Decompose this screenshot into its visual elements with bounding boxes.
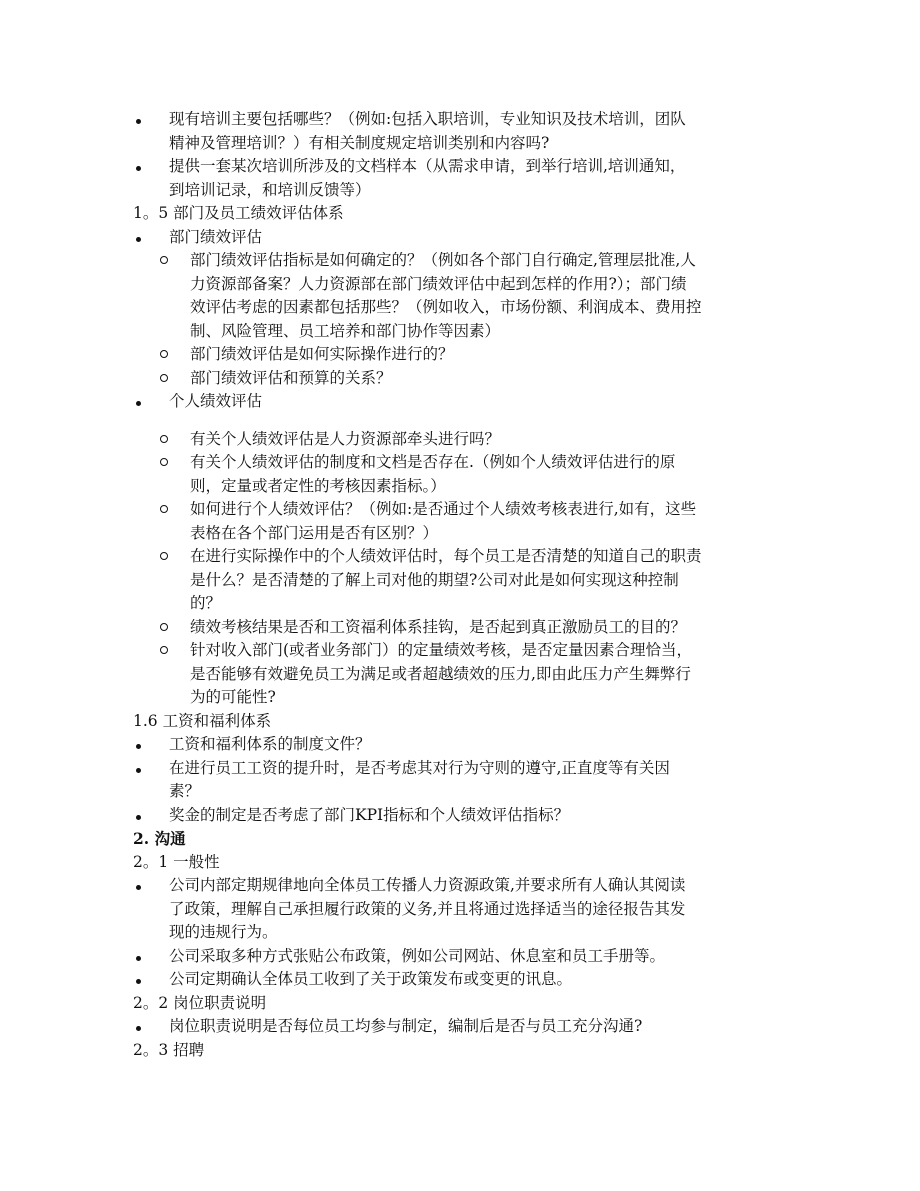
blank-spacer: [0, 414, 920, 428]
sub-list-item: [0, 367, 920, 391]
list-item: [0, 968, 920, 992]
list-item: [0, 226, 920, 250]
list-item-line: 部门绩效评估: [0, 226, 920, 250]
sub-list-item-line: 部门绩效评估是如何实际操作进行的？: [0, 343, 920, 367]
sub-list-item-line: 针对收入部门(或者业务部门）的定量绩效考核，是否定量因素合理恰当，: [0, 639, 920, 663]
list-item: [0, 874, 920, 945]
list-item: [0, 757, 920, 804]
list-item-line: 公司采取多种方式张贴公布政策，例如公司网站、休息室和员工手册等。: [0, 945, 920, 969]
list-item-line: 奖金的制定是否考虑了部门KPI指标和个人绩效评估指标？: [0, 804, 920, 828]
section-heading-line: 2。3 招聘: [133, 1040, 205, 1059]
list-item: [0, 733, 920, 757]
list-item: [0, 945, 920, 969]
list-item-line: 素？: [169, 782, 201, 800]
sub-list-item-line: 在进行实际操作中的个人绩效评估时，每个员工是否清楚的知道自己的职责: [0, 545, 920, 569]
sub-list-item-line: 有关个人绩效评估是人力资源部牵头进行吗？: [0, 428, 920, 452]
sub-list-item-line: 的？: [190, 594, 222, 612]
section-heading: [0, 1039, 920, 1063]
list-item-line: 个人绩效评估: [0, 390, 920, 414]
section-heading-line: 2。1 一般性: [133, 852, 220, 871]
sub-list-item-line: 表格在各个部门运用是否有区别？）: [190, 523, 439, 542]
sub-list-item-line: 部门绩效评估和预算的关系？: [0, 367, 920, 391]
sub-list-item: [0, 343, 920, 367]
list-item: [0, 1015, 920, 1039]
list-item-line: 现的违规行为。: [169, 923, 278, 941]
sub-list-item-line: 如何进行个人绩效评估？（例如:是否通过个人绩效考核表进行,如有，这些: [0, 498, 920, 522]
sub-list-item: [0, 428, 920, 452]
sub-list-item-line: 效评估考虑的因素都包括那些？（例如收入，市场份额、利润成本、费用控: [190, 298, 702, 316]
section-heading-line: 2。2 岗位职责说明: [133, 993, 267, 1012]
sub-list-item-line: 制、风险管理、员工培养和部门协作等因素）: [190, 321, 501, 340]
list-item-line: 精神及管理培训？）有相关制度规定培训类别和内容吗?: [169, 133, 550, 152]
document-body: [0, 108, 920, 1062]
list-item: [0, 804, 920, 828]
section-heading: [0, 710, 920, 734]
sub-list-item-line: 力资源部备案？人力资源部在部门绩效评估中起到怎样的作用?）；部门绩: [190, 274, 687, 293]
section-heading-line: 1.6 工资和福利体系: [133, 711, 272, 730]
chapter-heading-line: 2. 沟通: [133, 829, 186, 848]
section-heading-line: 1。5 部门及员工绩效评估体系: [133, 204, 344, 222]
list-item: [0, 108, 920, 155]
list-item: [0, 390, 920, 414]
sub-list-item: [0, 498, 920, 545]
sub-list-item-line: 是什么？是否清楚的了解上司对他的期望?公司对此是如何实现这种控制: [190, 570, 679, 589]
section-heading: [0, 851, 920, 875]
sub-list-item: [0, 639, 920, 710]
list-item-line: 公司内部定期规律地向全体员工传播人力资源政策,并要求所有人确认其阅读: [0, 874, 920, 898]
list-item-line: 提供一套某次培训所涉及的文档样本（从需求申请，到举行培训,培训通知，: [0, 155, 920, 179]
list-item-line: 现有培训主要包括哪些？（例如:包括入职培训，专业知识及技术培训，团队: [0, 108, 920, 132]
sub-list-item: [0, 249, 920, 343]
sub-list-item-line: 则，定量或者定性的考核因素指标。）: [190, 476, 446, 495]
sub-list-item: [0, 545, 920, 616]
sub-list-item-line: 为的可能性?: [190, 688, 276, 706]
section-heading: [0, 992, 920, 1016]
sub-list-item: [0, 616, 920, 640]
list-item: [0, 155, 920, 202]
chapter-heading: [0, 827, 920, 851]
sub-list-item-line: 是否能够有效避免员工为满足或者超越绩效的压力,即由此压力产生舞弊行: [190, 664, 691, 683]
list-item-line: 在进行员工工资的提升时，是否考虑其对行为守则的遵守,正直度等有关因: [0, 757, 920, 781]
list-item-line: 岗位职责说明是否每位员工均参与制定，编制后是否与员工充分沟通?: [0, 1015, 920, 1039]
list-item-line: 工资和福利体系的制度文件？: [0, 733, 920, 757]
sub-list-item-line: 绩效考核结果是否和工资福利体系挂钩，是否起到真正激励员工的目的？: [0, 616, 920, 640]
list-item-line: 公司定期确认全体员工收到了关于政策发布或变更的讯息。: [0, 968, 920, 992]
list-item-line: 到培训记录，和培训反馈等）: [169, 180, 371, 199]
sub-list-item-line: 有关个人绩效评估的制度和文档是否存在.（例如个人绩效评估进行的原: [0, 451, 920, 475]
section-heading: [0, 202, 920, 226]
sub-list-item-line: 部门绩效评估指标是如何确定的？（例如各个部门自行确定,管理层批准,人: [0, 249, 920, 273]
sub-list-item: [0, 451, 920, 498]
list-item-line: 了政策，理解自己承担履行政策的义务,并且将通过选择适当的途径报告其发: [169, 899, 686, 918]
